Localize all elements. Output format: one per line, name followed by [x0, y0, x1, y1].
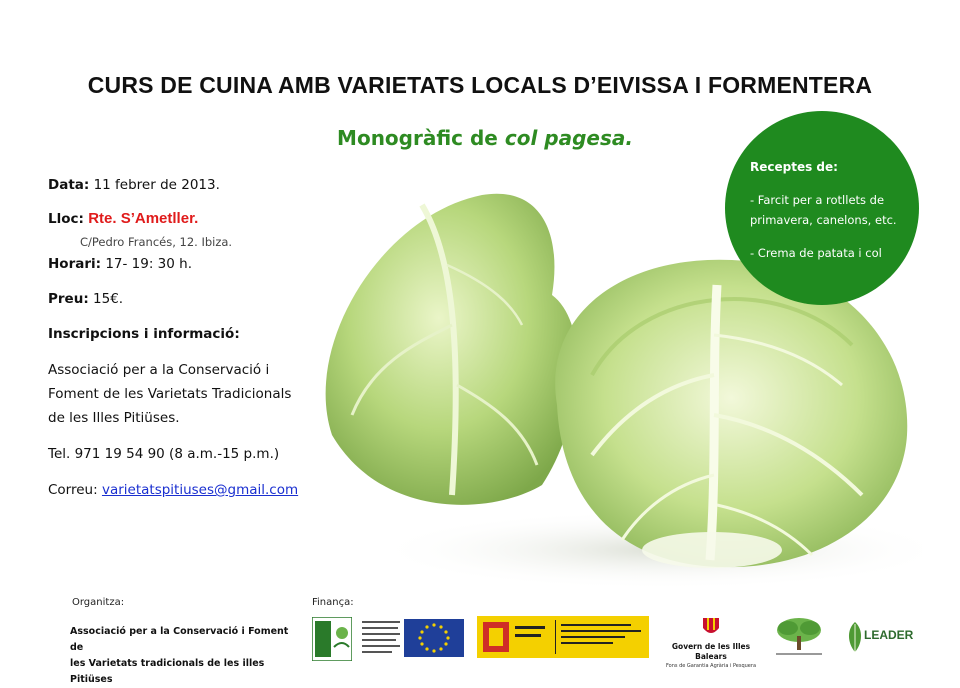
- funding-label: Finança:: [312, 597, 354, 608]
- recipe-item-2: - Crema de patata i col: [750, 246, 882, 260]
- leader-ibiza-wordmark: LEADER: [864, 628, 914, 642]
- govern-balears-department: Fons de Garantia Agrària i Pesquera: [665, 663, 757, 669]
- recipe-item-1-line-2: primavera, canelons, etc.: [750, 213, 897, 227]
- phone-line: Tel. 971 19 54 90 (8 a.m.-15 p.m.): [48, 446, 280, 462]
- hours-value: 17- 19: 30 h.: [101, 256, 192, 272]
- leader-logo: [312, 617, 352, 661]
- tree-logo: [770, 614, 828, 660]
- date-value: 11 febrer de 2013.: [89, 177, 220, 193]
- venue-name: Rte. S’Ametller.: [88, 210, 199, 227]
- organizer-name: [70, 624, 300, 688]
- organizer-line-2: les Varietats tradicionals de les illes Pitiüses: [70, 658, 265, 685]
- association-line-1: Associació per a la Conservació i: [48, 362, 270, 378]
- leaf-icon: [846, 620, 864, 654]
- organizer-label: Organitza:: [72, 597, 125, 608]
- date-label: Data:: [48, 177, 90, 193]
- price-label: Preu:: [48, 291, 89, 307]
- date-line: [48, 176, 220, 194]
- price-value: 15€.: [88, 291, 124, 307]
- email-link[interactable]: varietatspitiuses@gmail.com: [101, 482, 299, 498]
- eu-fund-logo: [360, 617, 466, 659]
- subtitle-highlight: col pagesa.: [504, 126, 633, 150]
- email-label: Correu:: [48, 482, 102, 498]
- recipes-badge: [725, 111, 919, 305]
- hours-line: [48, 255, 192, 273]
- poster-title: CURS DE CUINA AMB VARIETATS LOCALS D’EIVISSA I FORMENTERA: [87, 72, 873, 98]
- signup-heading: [48, 325, 240, 343]
- subtitle-prefix: Monogràfic de: [337, 126, 505, 150]
- organizer-line-1: Associació per a la Conservació i Foment de: [70, 626, 289, 653]
- signup-label: Inscripcions i informació:: [48, 326, 240, 342]
- association-line-2: Foment de les Varietats Tradicionals: [48, 386, 292, 402]
- place-label: Lloc:: [48, 211, 84, 227]
- email-line: [48, 481, 298, 499]
- price-line: [48, 290, 123, 308]
- recipe-item-1-line-1: - Farcit per a rotllets de: [750, 193, 885, 207]
- govern-balears-crest-icon: [660, 616, 762, 638]
- govern-balears-name: Govern de les Illes Balears: [671, 642, 751, 661]
- spanish-government-logo: [477, 616, 649, 658]
- hours-label: Horari:: [48, 256, 102, 272]
- place-line: [48, 210, 198, 228]
- govern-balears-logo: [660, 616, 762, 669]
- leader-ibiza-logo: [844, 616, 912, 658]
- venue-address: C/Pedro Francés, 12. Ibiza.: [80, 235, 233, 249]
- recipes-title: Receptes de:: [750, 160, 838, 174]
- association-line-3: de les Illes Pitiüses.: [48, 410, 180, 426]
